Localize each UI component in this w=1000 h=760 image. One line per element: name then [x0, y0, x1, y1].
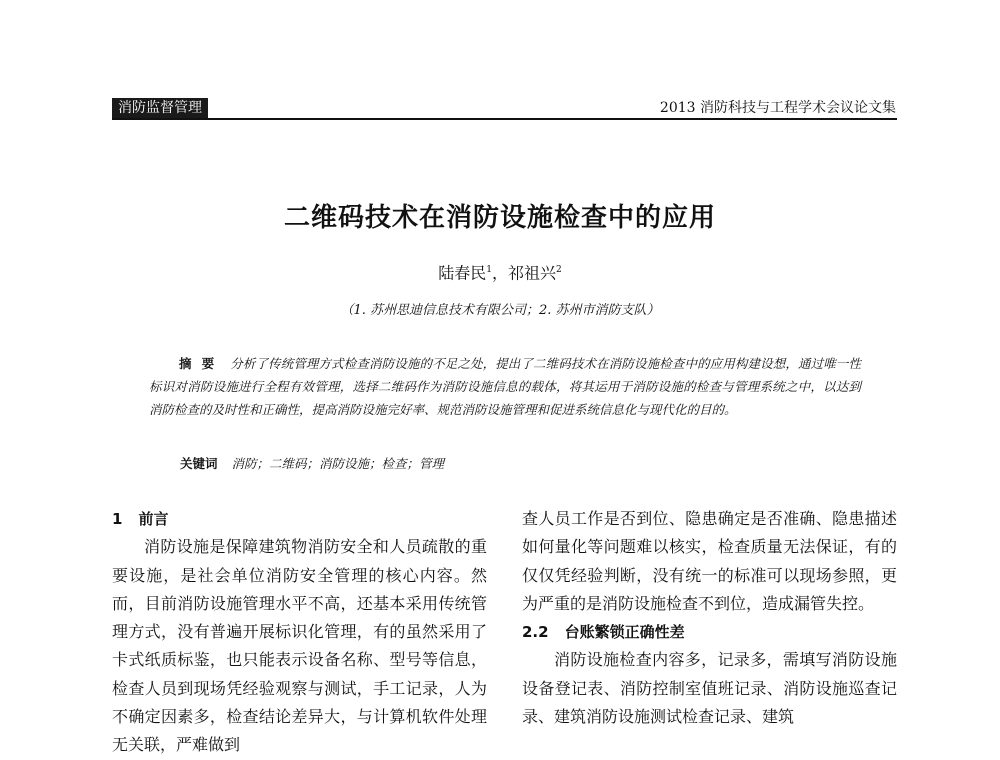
header-rule: [112, 118, 897, 120]
section-tag: 消防监督管理: [112, 98, 208, 118]
right-column: [522, 505, 897, 731]
section-2-2-title: 台账繁锁正确性差: [564, 623, 685, 642]
author-1-sup: 1: [486, 265, 492, 275]
keywords-label: 关键词: [180, 456, 218, 471]
section-1-title: 前言: [138, 510, 169, 528]
section-2-2-paragraph: 消防设施检查内容多，记录多，需填写消防设施设备登记表、消防控制室值班记录、消防设施巡查记录、建筑消防设施测试检查记录、建筑: [522, 650, 897, 727]
right-paragraph-1: 查人员工作是否到位、隐患确定是否准确、隐患描述如何量化等问题难以核实，检查质量无法保证，有的仅仅凭经验判断，没有统一的标准可以现场参照，更为严重的是消防设施检查不到位，造成漏管失控。: [522, 509, 897, 613]
section-2-2-heading: [522, 618, 897, 646]
section-1-heading: [112, 505, 487, 533]
affiliations: （1. 苏州思迪信息技术有限公司；2. 苏州市消防支队）: [340, 303, 660, 318]
left-column: [112, 505, 487, 760]
section-2-2-number: 2.2: [522, 623, 549, 642]
paper-title: 二维码技术在消防设施检查中的应用: [283, 203, 716, 233]
author-1: 陆春民: [438, 263, 487, 283]
keywords: [180, 453, 860, 475]
abstract-text: 分析了传统管理方式检查消防设施的不足之处，提出了二维码技术在消防设施检查中的应用构建设想，通过唯一性标识对消防设施进行全程有效管理，选择二维码作为消防设施信息的载体，将其运用于消防设施的检查与管理系统之中，以达到消防检查的及时性和正确性，提高消防设施完好率、规范消防设施管理和促进系统信息化与现代化的目的。: [149, 356, 861, 417]
author-2: 祁祖兴: [508, 263, 557, 283]
section-1-number: 1: [112, 510, 123, 528]
author-2-sup: 2: [556, 265, 562, 275]
author-separator: ，: [491, 263, 508, 283]
running-head: 2013 消防科技与工程学术会议论文集: [659, 100, 896, 116]
authors: [0, 258, 1000, 285]
section-1-paragraph: 消防设施是保障建筑物消防安全和人员疏散的重要设施，是社会单位消防安全管理的核心内容。然而，目前消防设施管理水平不高，还基本采用传统管理方式，没有普遍开展标识化管理，有的虽然采用了卡式纸质标鉴，也只能表示设备名称、型号等信息，检查人员到现场凭经验观察与测试，手工记录，人为不确定因素多，检查结论差异大，与计算机软件处理无关联，严难做到: [112, 537, 487, 755]
abstract-label: 摘要: [179, 356, 225, 371]
keywords-text: 消防；二维码；消防设施；检查；管理: [231, 456, 445, 471]
abstract: [149, 352, 861, 421]
